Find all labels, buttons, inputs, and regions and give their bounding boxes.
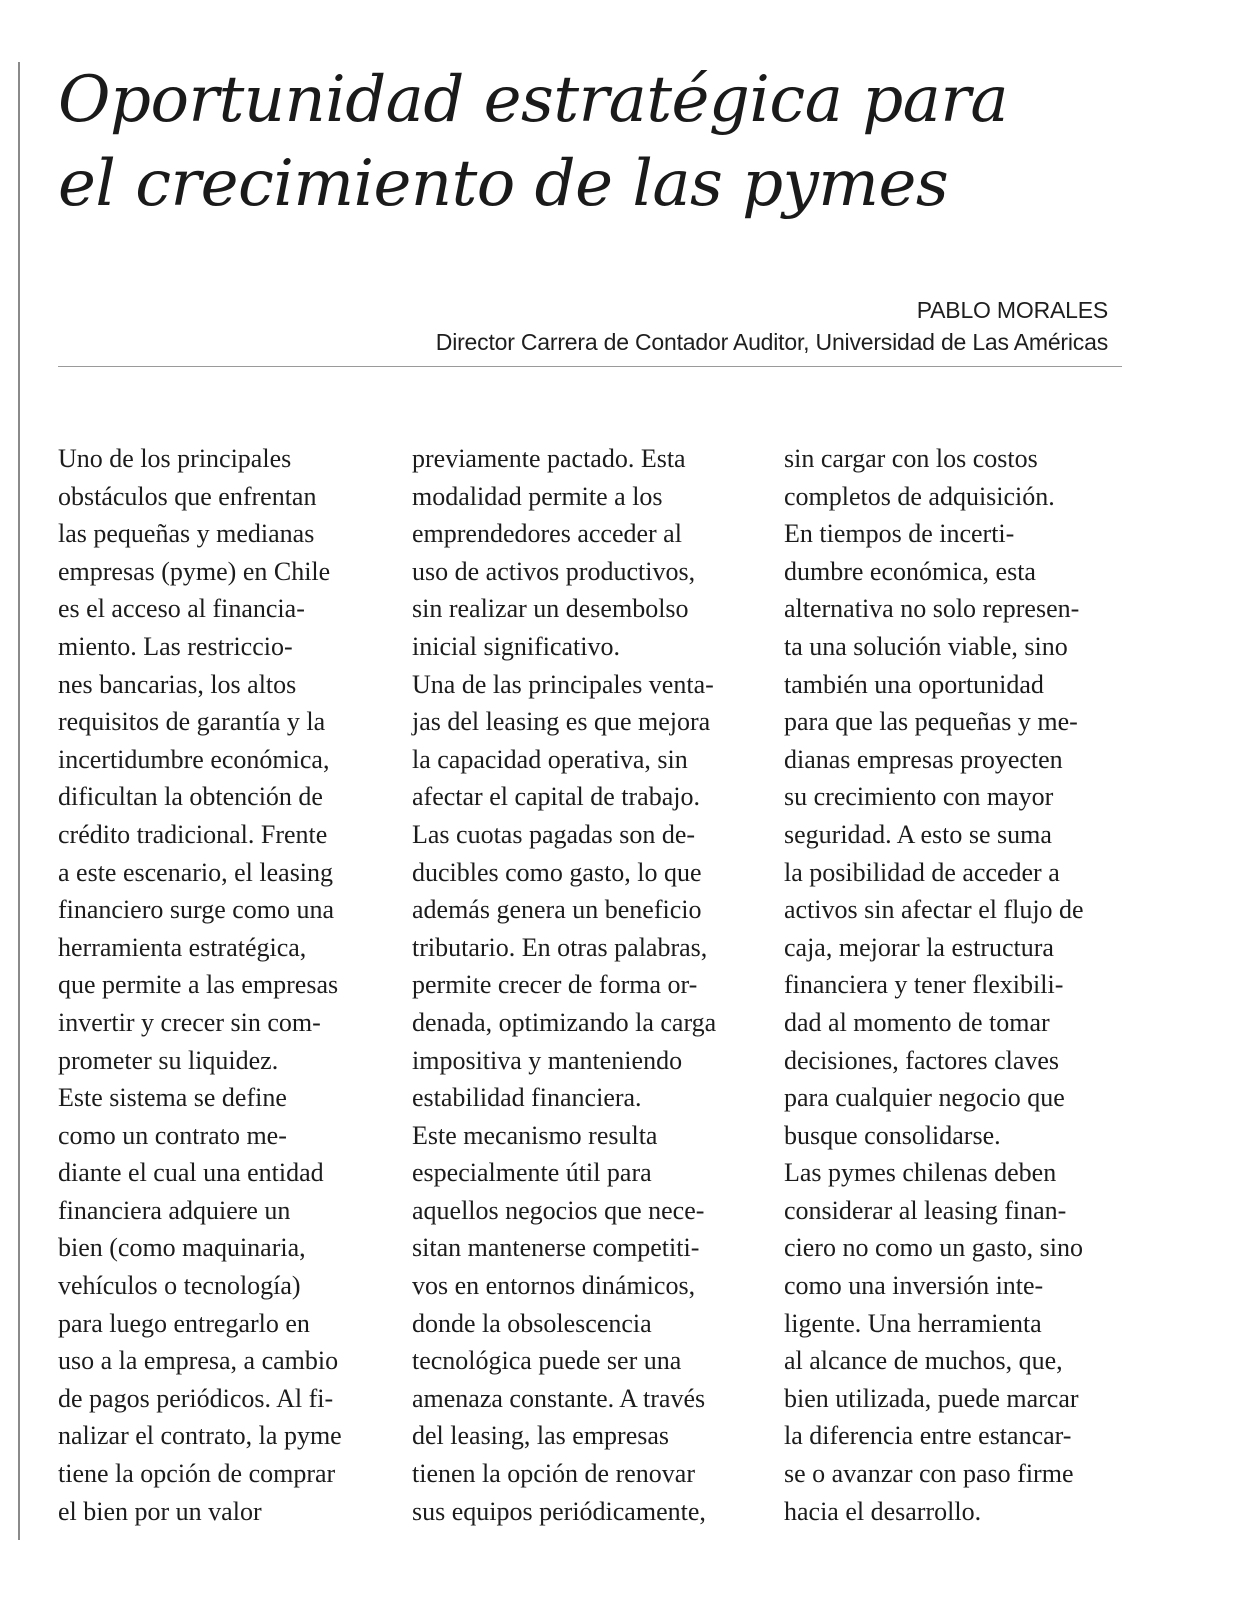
body-text-line: Una de las principales venta- <box>412 669 714 699</box>
body-text-line: donde la obsolescencia <box>412 1308 652 1338</box>
body-text-line: sin realizar un desembolso <box>412 594 689 624</box>
body-text-line: decisiones, factores claves <box>784 1045 1060 1075</box>
body-text-line: aquellos negocios que nece- <box>412 1195 705 1225</box>
body-text-line: Las pymes chilenas deben <box>784 1158 1057 1188</box>
body-text-line: ciero no como un gasto, sino <box>784 1233 1083 1263</box>
body-text-line: Uno de los principales <box>58 444 292 473</box>
body-text-line: dificultan la obtención de <box>58 782 323 812</box>
body-text-line: también una oportunidad <box>784 669 1044 699</box>
byline-divider <box>58 366 1122 367</box>
body-text-line: especialmente útil para <box>412 1158 652 1188</box>
body-text-line: activos sin afectar el flujo de <box>784 895 1084 925</box>
body-text-line: permite crecer de forma or- <box>412 970 698 1000</box>
body-text-line: vos en entornos dinámicos, <box>412 1271 696 1301</box>
body-text-line: para luego entregarlo en <box>58 1308 310 1338</box>
body-text-line: hacia el desarrollo. <box>784 1496 982 1526</box>
left-margin-rule <box>18 62 20 1540</box>
body-text-line: dianas empresas proyecten <box>784 744 1063 774</box>
body-text-line: como un contrato me- <box>58 1120 287 1150</box>
body-text-line: además genera un beneficio <box>412 895 702 925</box>
body-text-line: previamente pactado. Esta <box>412 444 686 473</box>
body-text-line: empresas (pyme) en Chile <box>58 556 331 586</box>
body-text-line: emprendedores acceder al <box>412 519 682 549</box>
body-text-line: se o avanzar con paso firme <box>784 1459 1074 1489</box>
body-text-line: uso de activos productivos, <box>412 556 696 586</box>
body-text-line: para cualquier negocio que <box>784 1083 1065 1113</box>
body-text-line: crédito tradicional. Frente <box>58 819 328 849</box>
body-text-line: Este sistema se define <box>58 1083 287 1113</box>
body-text-line: bien (como maquinaria, <box>58 1233 306 1263</box>
body-text-line: el bien por un valor <box>58 1496 262 1526</box>
body-text-line: requisitos de garantía y la <box>58 707 326 737</box>
body-text-line: nalizar el contrato, la pyme <box>58 1421 342 1451</box>
headline-line: el crecimiento de las pymes <box>58 147 949 221</box>
body-text-line: invertir y crecer sin com- <box>58 1007 321 1037</box>
body-text-line: sin cargar con los costos <box>784 444 1038 473</box>
text-column-1 <box>58 440 378 1530</box>
body-text-line: es el acceso al financia- <box>58 594 305 624</box>
body-text-line: tributario. En otras palabras, <box>412 932 708 962</box>
body-text-line: ligente. Una herramienta <box>784 1308 1042 1338</box>
article-headline <box>58 58 1138 226</box>
body-text-line: impositiva y manteniendo <box>412 1045 683 1075</box>
body-text-line: tiene la opción de comprar <box>58 1459 336 1489</box>
author-name: PABLO MORALES <box>916 297 1108 323</box>
body-text-line: sitan mantenerse competiti- <box>412 1233 700 1263</box>
body-text-line: ducibles como gasto, lo que <box>412 857 702 887</box>
body-text-line: sus equipos periódicamente, <box>412 1496 706 1526</box>
body-text-line: inicial significativo. <box>412 631 620 661</box>
body-text-line: su crecimiento con mayor <box>784 782 1054 812</box>
body-text-line: miento. Las restriccio- <box>58 631 293 661</box>
body-text-line: bien utilizada, puede marcar <box>784 1383 1079 1413</box>
body-text-line: de pagos periódicos. Al fi- <box>58 1383 334 1413</box>
body-text-line: como una inversión inte- <box>784 1271 1044 1301</box>
text-column-2 <box>412 440 752 1530</box>
body-text-line: jas del leasing es que mejora <box>412 707 711 737</box>
body-text-line: financiero surge como una <box>58 895 335 925</box>
body-text-line: modalidad permite a los <box>412 481 663 511</box>
body-text-line: obstáculos que enfrentan <box>58 481 317 511</box>
body-text-line: considerar al leasing finan- <box>784 1195 1067 1225</box>
body-text-line: la posibilidad de acceder a <box>784 857 1060 887</box>
body-text-line: al alcance de muchos, que, <box>784 1346 1063 1376</box>
body-text-line: financiera y tener flexibili- <box>784 970 1064 1000</box>
body-text-line: amenaza constante. A través <box>412 1383 706 1413</box>
body-text-line: prometer su liquidez. <box>58 1045 279 1075</box>
body-text-line: completos de adquisición. <box>784 481 1055 511</box>
body-text-line: nes bancarias, los altos <box>58 669 297 699</box>
body-text-line: herramienta estratégica, <box>58 932 307 962</box>
body-text-line: incertidumbre económica, <box>58 744 330 774</box>
body-text-line: uso a la empresa, a cambio <box>58 1346 339 1376</box>
byline <box>436 294 1108 358</box>
body-text-line: a este escenario, el leasing <box>58 857 334 887</box>
body-text-line: dumbre económica, esta <box>784 556 1036 586</box>
body-text-line: ta una solución viable, sino <box>784 631 1068 661</box>
body-text-line: tecnológica puede ser una <box>412 1346 682 1376</box>
body-text-line: diante el cual una entidad <box>58 1158 324 1188</box>
body-text-line: tienen la opción de renovar <box>412 1459 695 1489</box>
body-text-line: En tiempos de incerti- <box>784 519 1015 549</box>
body-text-line: alternativa no solo represen- <box>784 594 1080 624</box>
body-text-line: dad al momento de tomar <box>784 1007 1050 1037</box>
body-text-line: para que las pequeñas y me- <box>784 707 1078 737</box>
headline-line: Oportunidad estratégica para <box>58 63 1009 137</box>
text-column-3 <box>784 440 1124 1530</box>
body-text-line: la diferencia entre estancar- <box>784 1421 1072 1451</box>
body-text-line: Las cuotas pagadas son de- <box>412 819 696 849</box>
body-text-line: seguridad. A esto se suma <box>784 819 1052 849</box>
body-text-line: financiera adquiere un <box>58 1195 291 1225</box>
body-text-line: que permite a las empresas <box>58 970 339 1000</box>
body-text-line: vehículos o tecnología) <box>58 1271 301 1301</box>
body-text-line: busque consolidarse. <box>784 1120 1001 1150</box>
author-role: Director Carrera de Contador Auditor, Universidad de Las Américas <box>435 329 1108 355</box>
body-text-line: estabilidad financiera. <box>412 1083 642 1113</box>
body-text-line: caja, mejorar la estructura <box>784 932 1054 962</box>
body-text-line: afectar el capital de trabajo. <box>412 782 700 812</box>
body-text-line: Este mecanismo resulta <box>412 1120 658 1150</box>
body-text-line: la capacidad operativa, sin <box>412 744 688 774</box>
body-text-line: denada, optimizando la carga <box>412 1007 717 1037</box>
body-text-line: del leasing, las empresas <box>412 1421 670 1451</box>
body-text-line: las pequeñas y medianas <box>58 519 315 549</box>
